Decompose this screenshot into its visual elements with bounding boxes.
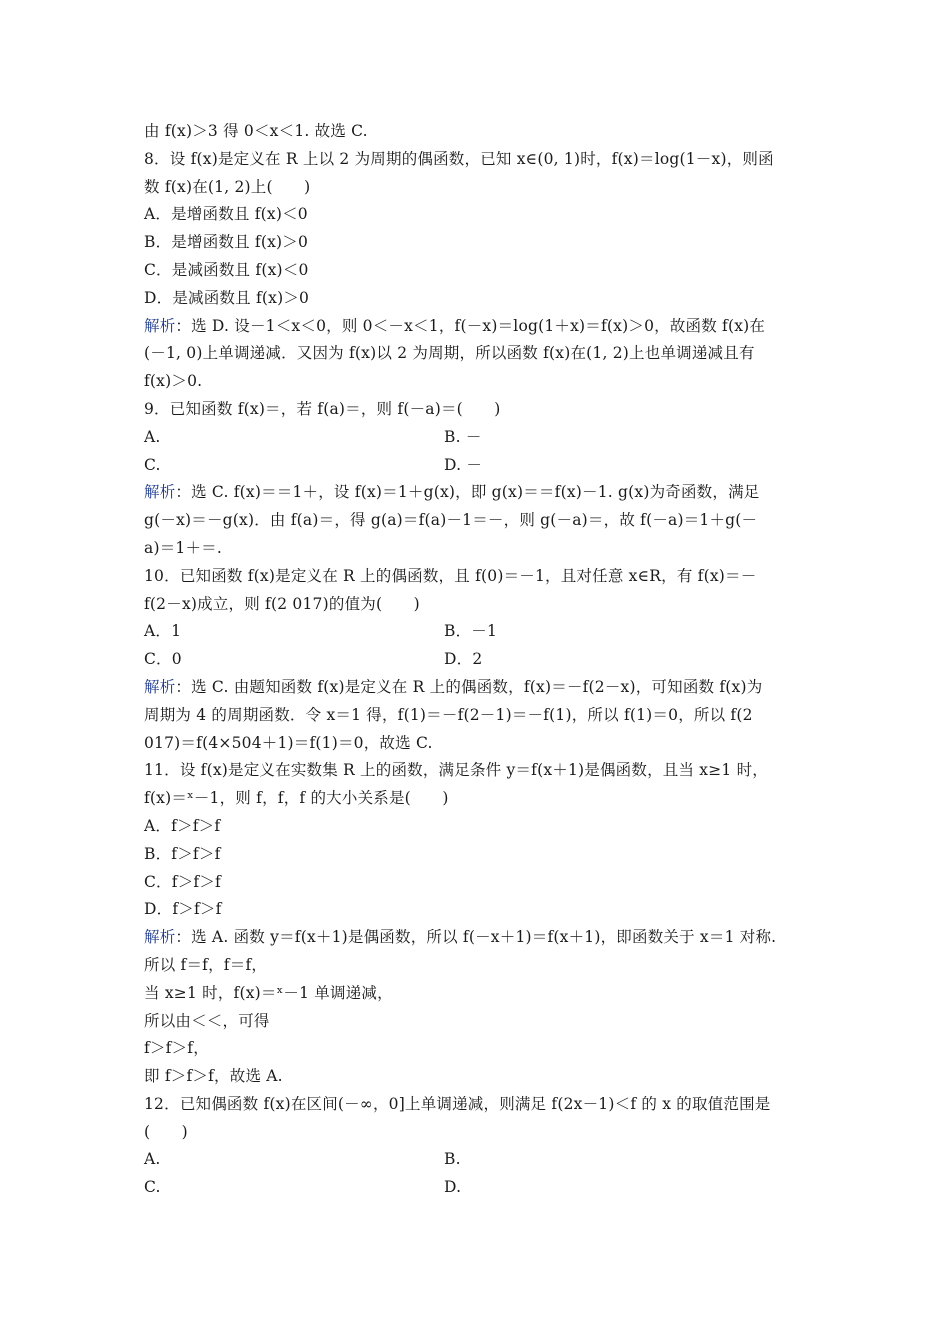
text-line: f(2－x)成立，则 f(2 017)的值为( )	[144, 594, 420, 613]
option-b: B.	[444, 1150, 461, 1169]
option-c: C.	[144, 1178, 161, 1197]
solution-text: ：选 C. 由题知函数 f(x)是定义在 R 上的偶函数，f(x)＝－f(2－x)，可知函数 f(x)为	[175, 677, 763, 696]
question-9-stem: 9．已知函数 f(x)＝，若 f(a)＝，则 f(－a)＝( )	[144, 399, 501, 418]
option-c: C．是减函数且 f(x)＜0	[144, 260, 309, 279]
option-c: C.	[144, 455, 161, 474]
solution-text: ：选 A. 函数 y＝f(x＋1)是偶函数，所以 f(－x＋1)＝f(x＋1)，即函数关于 x＝1 对称.	[175, 928, 777, 947]
text-line: g(－x)＝－g(x)．由 f(a)＝，得 g(a)＝f(a)－1＝－，则 g(－a)＝，故 f(－a)＝1＋g(－	[144, 511, 758, 530]
question-8-stem: 8．设 f(x)是定义在 R 上以 2 为周期的偶函数，已知 x∈(0, 1)时，f(x)＝log(1－x)，则函	[144, 149, 774, 168]
text-line: 当 x≥1 时，f(x)＝ˣ－1 单调递减，	[144, 983, 393, 1002]
option-b: B．－1	[444, 622, 498, 641]
option-a: A.	[144, 427, 161, 446]
option-d: D．f＞f＞f	[144, 900, 222, 919]
solution-text: ：选 C. f(x)＝＝1＋，设 f(x)＝1＋g(x)，即 g(x)＝＝f(x)－1. g(x)为奇函数，满足	[175, 483, 760, 502]
option-b: B. －	[444, 427, 482, 446]
solution-line	[144, 674, 824, 702]
option-b: B．是增函数且 f(x)＞0	[144, 233, 309, 252]
option-a: A．1	[144, 622, 182, 641]
option-b: B．f＞f＞f	[144, 844, 221, 863]
text-line: a)＝1＋＝.	[144, 538, 222, 557]
document-page	[144, 118, 824, 1202]
text-line: f＞f＞f，	[144, 1039, 209, 1058]
solution-label: 解析	[144, 483, 176, 502]
option-d: D.	[444, 1178, 462, 1197]
option-a: A.	[144, 1150, 161, 1169]
text-line: 周期为 4 的周期函数．令 x＝1 得，f(1)＝－f(2－1)＝－f(1)，所以 f(1)＝0，所以 f(2	[144, 705, 753, 724]
solution-line	[144, 924, 824, 952]
option-d: D．2	[444, 650, 483, 669]
option-d: D. －	[444, 455, 483, 474]
option-c: C．f＞f＞f	[144, 872, 221, 891]
option-row	[144, 646, 824, 674]
option-row	[144, 1174, 824, 1202]
option-row	[144, 1146, 824, 1174]
solution-line	[144, 313, 824, 341]
text-line: 所以 f＝f，f＝f，	[144, 955, 268, 974]
text-line: 即 f＞f＞f，故选 A.	[144, 1067, 283, 1086]
solution-line	[144, 479, 824, 507]
option-a: A．是增函数且 f(x)＜0	[144, 205, 308, 224]
question-10-stem: 10．已知函数 f(x)是定义在 R 上的偶函数，且 f(0)＝－1，且对任意 x∈R，有 f(x)＝－	[144, 566, 757, 585]
text-line: 由 f(x)＞3 得 0＜x＜1. 故选 C.	[144, 122, 368, 140]
option-row	[144, 424, 824, 452]
solution-label: 解析	[144, 316, 176, 335]
option-c: C．0	[144, 650, 182, 669]
option-a: A．f＞f＞f	[144, 816, 221, 835]
option-row	[144, 618, 824, 646]
solution-label: 解析	[144, 928, 176, 947]
text-line: ( )	[144, 1122, 188, 1141]
question-12-stem: 12．已知偶函数 f(x)在区间(－∞，0]上单调递减，则满足 f(2x－1)＜f 的 x 的取值范围是	[144, 1094, 771, 1113]
option-d: D．是减函数且 f(x)＞0	[144, 288, 310, 307]
text-line: 数 f(x)在(1, 2)上( )	[144, 177, 311, 196]
option-row	[144, 452, 824, 480]
text-line: f(x)＝ˣ－1，则 f，f，f 的大小关系是( )	[144, 789, 449, 808]
text-line: 所以由＜＜，可得	[144, 1011, 270, 1030]
question-11-stem: 11．设 f(x)是定义在实数集 R 上的函数，满足条件 y＝f(x＋1)是偶函数，且当 x≥1 时，	[144, 761, 769, 780]
text-line: (－1, 0)上单调递减．又因为 f(x)以 2 为周期，所以函数 f(x)在(1, 2)上也单调递减且有	[144, 344, 755, 363]
solution-label: 解析	[144, 677, 176, 696]
solution-text: ：选 D. 设－1＜x＜0，则 0＜－x＜1，f(－x)＝log(1＋x)＝f(x)＞0，故函数 f(x)在	[175, 316, 766, 335]
text-line: 017)＝f(4×504＋1)＝f(1)＝0，故选 C.	[144, 733, 433, 752]
text-line: f(x)＞0.	[144, 372, 203, 391]
